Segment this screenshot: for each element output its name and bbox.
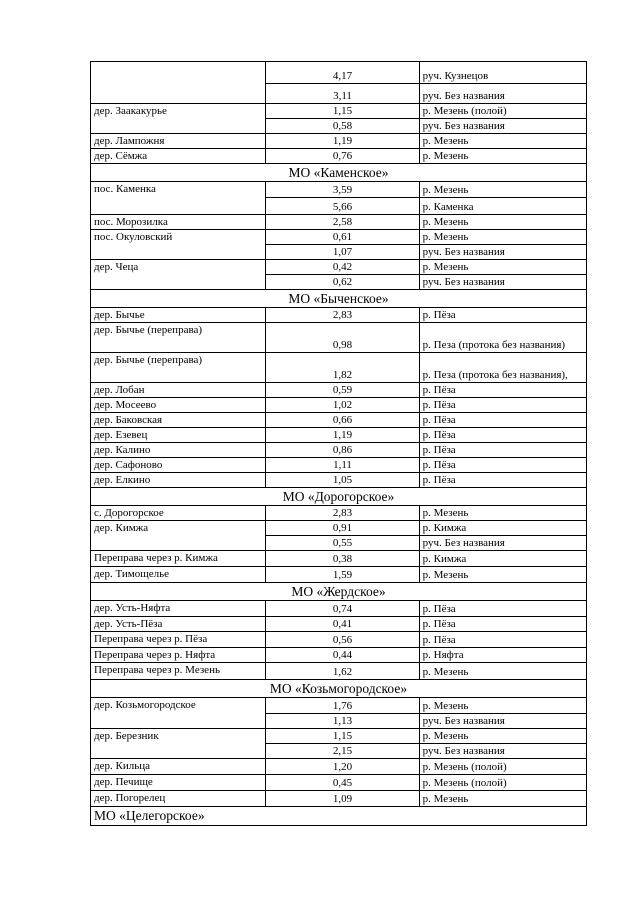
table-row	[91, 104, 587, 119]
table-row	[91, 551, 587, 567]
distance-cell: 2,58	[266, 215, 419, 230]
settlement-cell: дер. Чеца	[91, 260, 266, 275]
distance-cell: 0,66	[266, 413, 419, 428]
distance-cell: 0,42	[266, 260, 419, 275]
water-body-cell: р. Кимжа	[419, 551, 586, 567]
table-row	[91, 632, 587, 648]
settlement-cell: Переправа через р. Пёза	[91, 632, 266, 648]
section-title: МО «Дорогорское»	[91, 488, 587, 506]
settlement-cell: пос. Окуловский	[91, 230, 266, 245]
settlement-cell	[91, 62, 266, 84]
distance-cell: 0,55	[266, 536, 419, 551]
section-title: МО «Быченское»	[91, 290, 587, 308]
settlement-cell: дер. Сафоново	[91, 458, 266, 473]
distance-cell: 2,83	[266, 506, 419, 521]
distance-cell: 1,07	[266, 245, 419, 260]
water-body-cell: р. Мезень (полой)	[419, 759, 586, 775]
distance-cell: 0,86	[266, 443, 419, 458]
table-row	[91, 506, 587, 521]
distance-cell: 0,41	[266, 617, 419, 632]
settlement-cell	[91, 84, 266, 104]
water-body-cell: р. Пеза (протока без названия),	[419, 353, 586, 383]
table-row	[91, 275, 587, 290]
table-row	[91, 698, 587, 714]
water-body-cell: р. Пёза	[419, 398, 586, 413]
distance-cell: 0,91	[266, 521, 419, 536]
settlement-cell: пос. Каменка	[91, 182, 266, 198]
water-body-cell: р. Пёза	[419, 413, 586, 428]
section-header-row	[91, 164, 587, 182]
settlement-cell: дер. Кимжа	[91, 521, 266, 536]
distance-cell: 0,76	[266, 149, 419, 164]
water-body-cell: р. Пёза	[419, 617, 586, 632]
settlement-cell	[91, 119, 266, 134]
water-body-cell: р. Пёза	[419, 443, 586, 458]
distance-cell: 0,38	[266, 551, 419, 567]
water-body-cell: руч. Без названия	[419, 119, 586, 134]
distance-cell: 1,19	[266, 134, 419, 149]
settlement-cell: дер. Бычье (переправа)	[91, 353, 266, 383]
settlement-cell: дер. Погорелец	[91, 791, 266, 807]
water-body-cell: р. Мезень	[419, 698, 586, 714]
distance-cell: 1,11	[266, 458, 419, 473]
distance-cell: 1,15	[266, 104, 419, 119]
settlement-cell: дер. Езевец	[91, 428, 266, 443]
distance-cell: 0,45	[266, 775, 419, 791]
document-page	[90, 61, 587, 826]
settlement-cell: дер. Кильца	[91, 759, 266, 775]
settlement-cell	[91, 275, 266, 290]
section-header-row	[91, 290, 587, 308]
table-row	[91, 84, 587, 104]
settlement-cell: дер. Калино	[91, 443, 266, 458]
water-body-cell: руч. Без названия	[419, 536, 586, 551]
water-body-cell: р. Пёза	[419, 458, 586, 473]
distance-cell: 4,17	[266, 62, 419, 84]
settlement-cell: дер. Тимощелье	[91, 567, 266, 583]
table-row	[91, 398, 587, 413]
distance-cell: 3,11	[266, 84, 419, 104]
table-row	[91, 198, 587, 215]
settlement-cell	[91, 198, 266, 215]
water-body-cell: руч. Без названия	[419, 744, 586, 759]
table-row	[91, 663, 587, 680]
table-row	[91, 215, 587, 230]
settlement-cell	[91, 536, 266, 551]
settlement-cell: пос. Морозилка	[91, 215, 266, 230]
table-row	[91, 134, 587, 149]
table-row	[91, 648, 587, 663]
water-body-cell: руч. Без названия	[419, 245, 586, 260]
distance-cell: 0,61	[266, 230, 419, 245]
water-body-cell: р. Мезень	[419, 663, 586, 680]
settlement-cell: дер. Бычье	[91, 308, 266, 323]
water-body-cell: р. Пёза	[419, 383, 586, 398]
water-body-cell: р. Кимжа	[419, 521, 586, 536]
distance-cell: 0,59	[266, 383, 419, 398]
table-row	[91, 149, 587, 164]
section-title: МО «Козьмогородское»	[91, 680, 587, 698]
table-row	[91, 617, 587, 632]
distance-cell: 5,66	[266, 198, 419, 215]
table-row	[91, 245, 587, 260]
settlement-cell: с. Дорогорское	[91, 506, 266, 521]
settlement-cell: Переправа через р. Кимжа	[91, 551, 266, 567]
water-body-cell: р. Мезень	[419, 134, 586, 149]
water-body-cell: р. Пёза	[419, 473, 586, 488]
settlement-cell: дер. Сёмжа	[91, 149, 266, 164]
settlement-cell: дер. Лобан	[91, 383, 266, 398]
water-body-cell: р. Каменка	[419, 198, 586, 215]
settlement-cell: Переправа через р. Няфта	[91, 648, 266, 663]
water-body-cell: р. Мезень (полой)	[419, 104, 586, 119]
water-body-cell: р. Мезень	[419, 260, 586, 275]
distance-cell: 1,76	[266, 698, 419, 714]
water-body-cell: р. Мезень	[419, 230, 586, 245]
table-row	[91, 759, 587, 775]
water-body-cell: р. Пёза	[419, 308, 586, 323]
table-row	[91, 775, 587, 791]
water-body-cell: р. Мезень	[419, 215, 586, 230]
distance-cell: 1,59	[266, 567, 419, 583]
settlement-cell: дер. Лампожня	[91, 134, 266, 149]
distance-cell: 0,58	[266, 119, 419, 134]
section-header-row	[91, 488, 587, 506]
table-row	[91, 353, 587, 383]
distance-cell: 1,15	[266, 729, 419, 744]
distance-cell: 3,59	[266, 182, 419, 198]
table-row	[91, 323, 587, 353]
water-body-cell: руч. Без названия	[419, 714, 586, 729]
settlement-cell: дер. Бычье (переправа)	[91, 323, 266, 353]
water-body-cell: р. Пеза (протока без названия)	[419, 323, 586, 353]
distance-cell: 0,98	[266, 323, 419, 353]
table-row	[91, 182, 587, 198]
table-row	[91, 119, 587, 134]
water-body-cell: р. Мезень (полой)	[419, 775, 586, 791]
water-body-cell: р. Мезень	[419, 729, 586, 744]
settlement-cell: дер. Мосеево	[91, 398, 266, 413]
settlement-cell	[91, 744, 266, 759]
water-body-cell: р. Няфта	[419, 648, 586, 663]
table-row	[91, 443, 587, 458]
distance-cell: 0,56	[266, 632, 419, 648]
section-header-row	[91, 680, 587, 698]
settlement-cell: дер. Елкино	[91, 473, 266, 488]
water-body-cell: р. Пёза	[419, 428, 586, 443]
water-body-cell: р. Пёза	[419, 601, 586, 617]
table-row	[91, 473, 587, 488]
section-title: МО «Жердское»	[91, 583, 587, 601]
water-body-cell: р. Мезень	[419, 567, 586, 583]
distance-cell: 1,13	[266, 714, 419, 729]
water-body-cell: р. Мезень	[419, 791, 586, 807]
table-row	[91, 230, 587, 245]
table-row	[91, 729, 587, 744]
table-row	[91, 521, 587, 536]
settlement-cell: дер. Заакакурье	[91, 104, 266, 119]
water-body-cell: р. Мезень	[419, 506, 586, 521]
settlement-cell	[91, 245, 266, 260]
table-row	[91, 714, 587, 729]
distance-cell: 1,62	[266, 663, 419, 680]
settlement-cell: дер. Усть-Пёза	[91, 617, 266, 632]
table-body	[91, 62, 587, 826]
table-row	[91, 383, 587, 398]
water-body-cell: р. Мезень	[419, 182, 586, 198]
settlement-cell: дер. Березник	[91, 729, 266, 744]
settlement-cell: дер. Печище	[91, 775, 266, 791]
table-row	[91, 536, 587, 551]
distance-cell: 0,44	[266, 648, 419, 663]
water-body-cell: руч. Кузнецов	[419, 62, 586, 84]
distance-cell: 1,09	[266, 791, 419, 807]
water-body-cell: руч. Без названия	[419, 275, 586, 290]
table-row	[91, 413, 587, 428]
distance-cell: 1,02	[266, 398, 419, 413]
settlement-cell: дер. Усть-Няфта	[91, 601, 266, 617]
table-row	[91, 260, 587, 275]
settlements-table	[90, 61, 587, 826]
distance-cell: 1,82	[266, 353, 419, 383]
table-row	[91, 601, 587, 617]
table-row	[91, 791, 587, 807]
table-row	[91, 308, 587, 323]
table-row	[91, 744, 587, 759]
section-title: МО «Каменское»	[91, 164, 587, 182]
table-row	[91, 62, 587, 84]
settlement-cell: дер. Козьмогородское	[91, 698, 266, 714]
table-row	[91, 567, 587, 583]
table-row	[91, 458, 587, 473]
table-row	[91, 428, 587, 443]
water-body-cell: руч. Без названия	[419, 84, 586, 104]
section-header-row	[91, 583, 587, 601]
water-body-cell: р. Пёза	[419, 632, 586, 648]
distance-cell: 1,05	[266, 473, 419, 488]
distance-cell: 1,20	[266, 759, 419, 775]
distance-cell: 1,19	[266, 428, 419, 443]
distance-cell: 0,74	[266, 601, 419, 617]
settlement-cell: Переправа через р. Мезень	[91, 663, 266, 680]
section-header-row-last	[91, 807, 587, 826]
section-title: МО «Целегорское»	[91, 807, 587, 826]
water-body-cell: р. Мезень	[419, 149, 586, 164]
distance-cell: 0,62	[266, 275, 419, 290]
distance-cell: 2,83	[266, 308, 419, 323]
settlement-cell	[91, 714, 266, 729]
settlement-cell: дер. Баковская	[91, 413, 266, 428]
distance-cell: 2,15	[266, 744, 419, 759]
